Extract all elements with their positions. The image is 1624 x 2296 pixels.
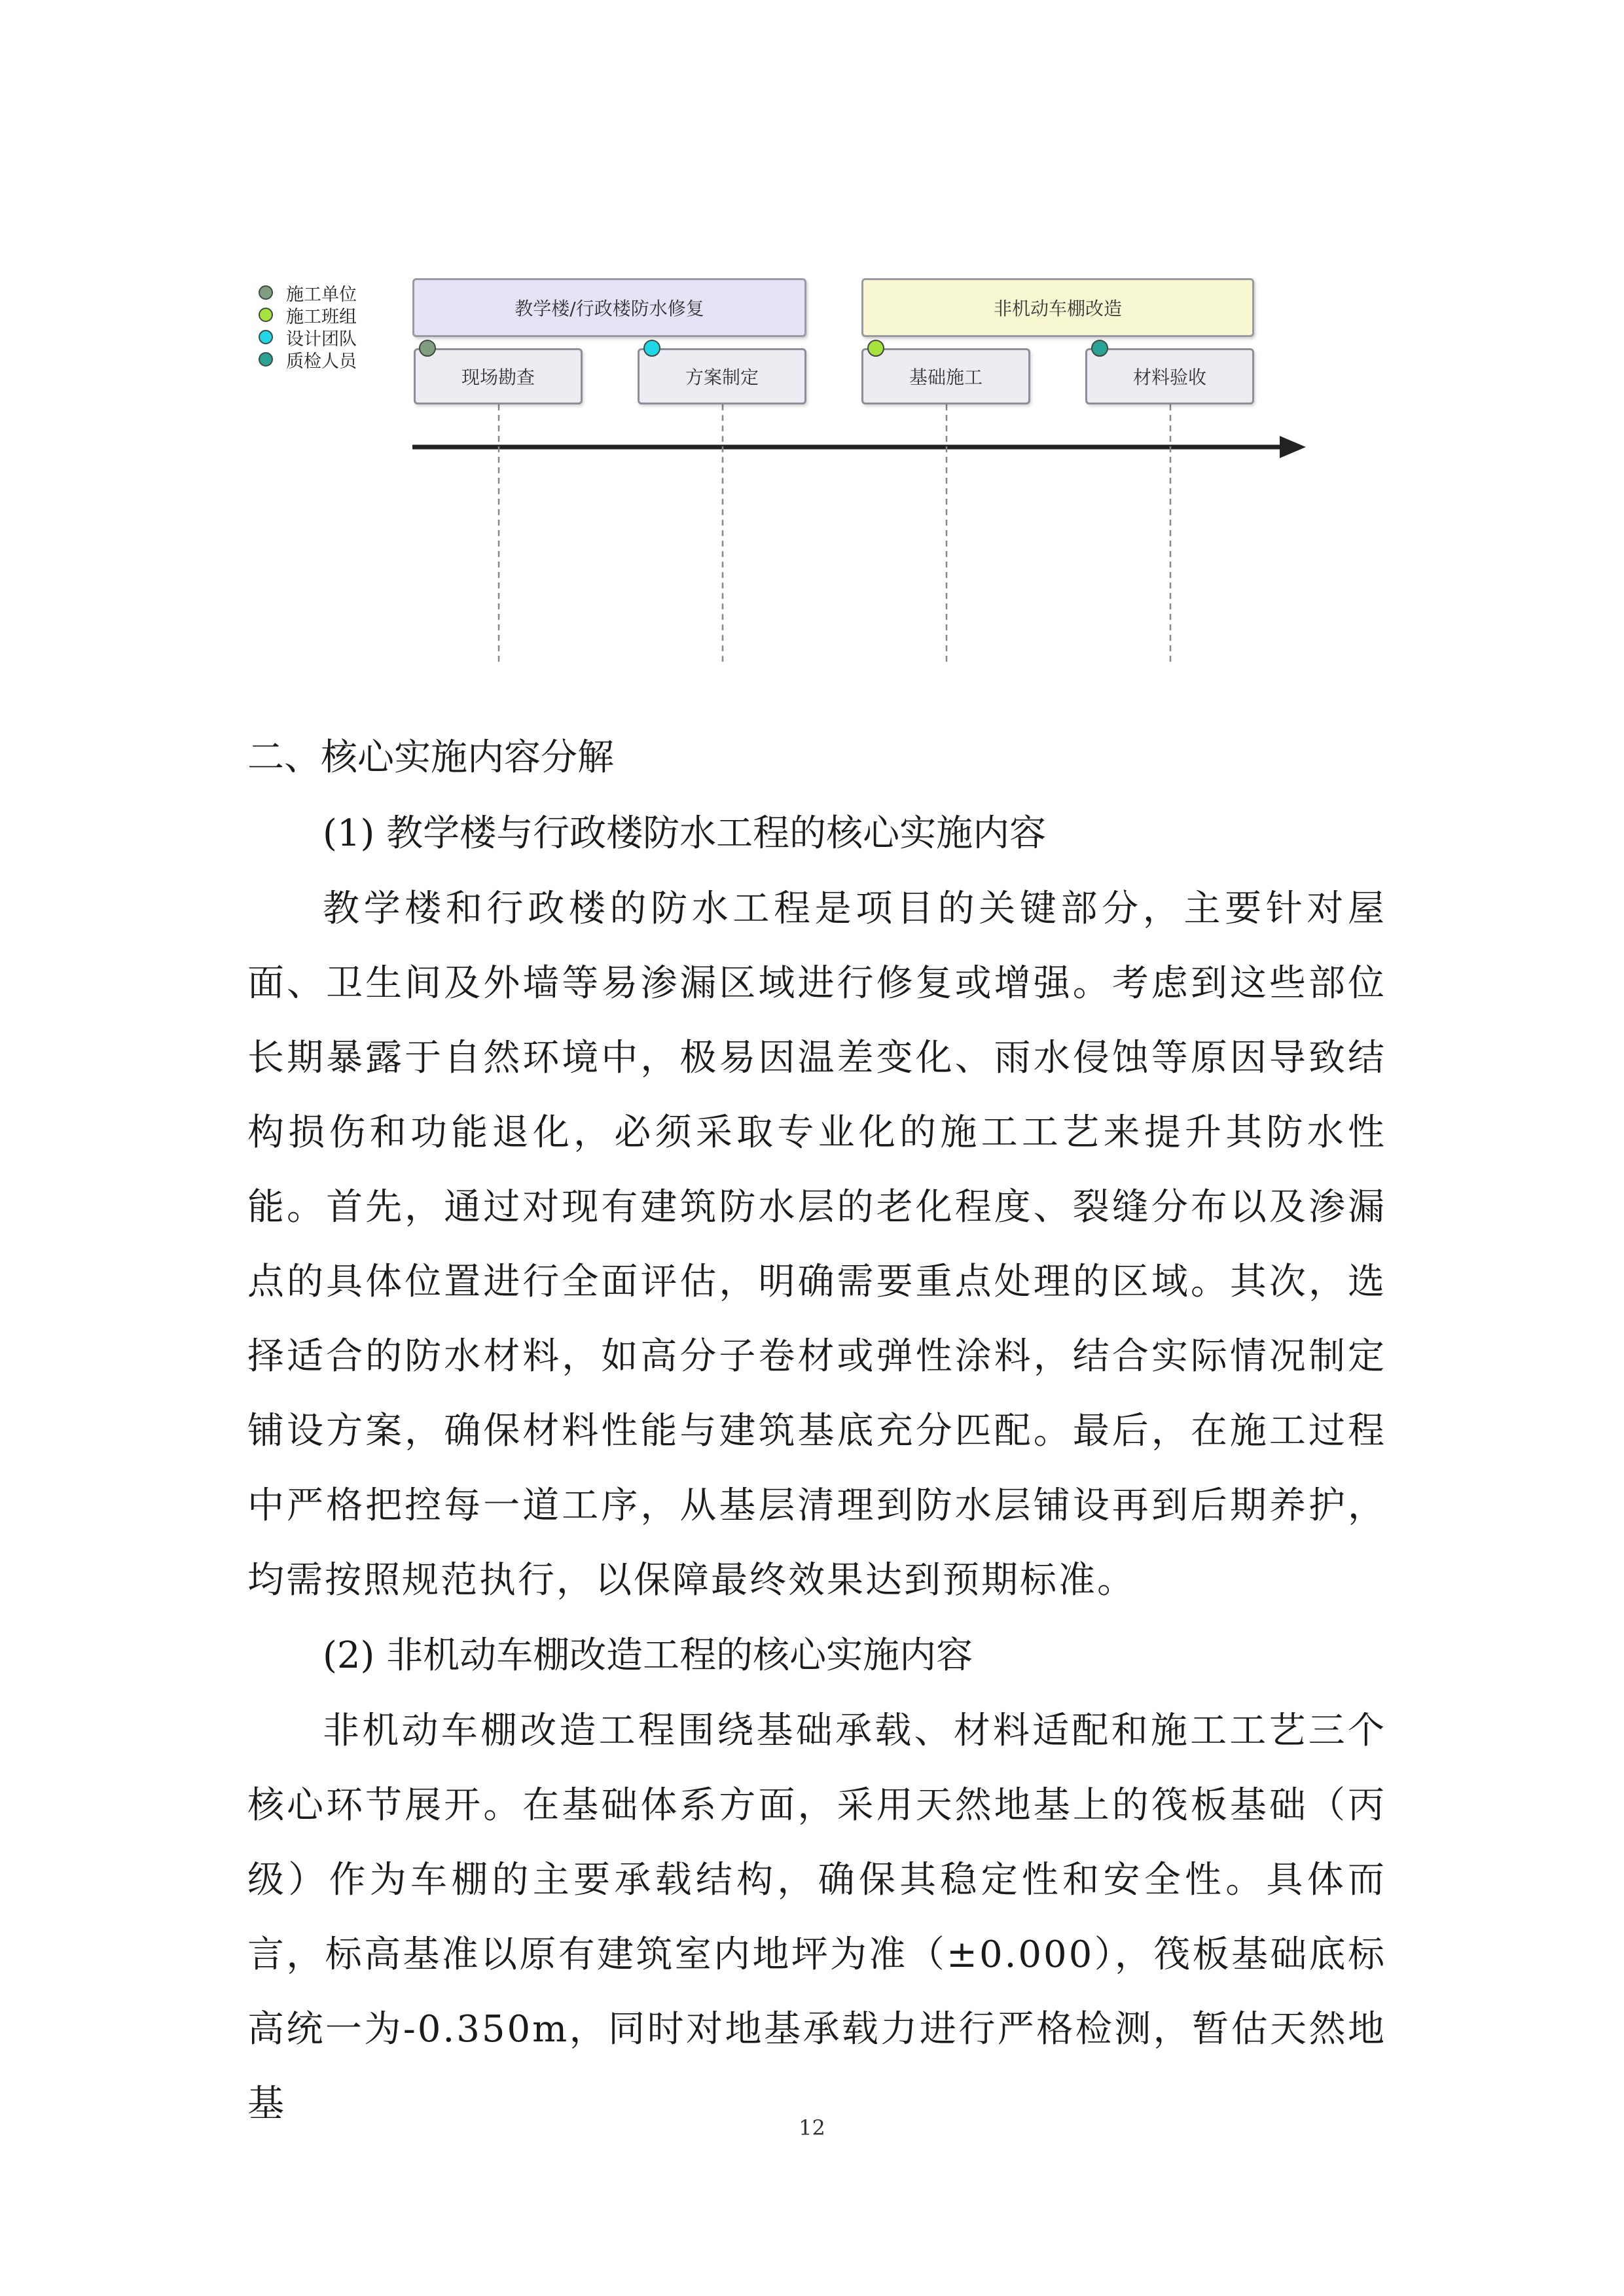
step-marker-dot-icon bbox=[419, 340, 436, 357]
step-marker-dot-icon bbox=[1091, 340, 1108, 357]
phase-box-bike-shed: 非机动车棚改造 bbox=[861, 278, 1254, 337]
step-box-plan-design: 方案制定 bbox=[638, 348, 806, 404]
step-box-site-survey: 现场勘查 bbox=[414, 348, 583, 404]
page-number: 12 bbox=[799, 2115, 825, 2140]
legend-label: 施工单位 bbox=[286, 284, 357, 305]
legend bbox=[259, 281, 389, 370]
legend-dot-icon bbox=[259, 352, 273, 367]
legend-dot-icon bbox=[259, 308, 273, 322]
legend-label: 设计团队 bbox=[286, 329, 357, 350]
phase-box-waterproofing: 教学楼/行政楼防水修复 bbox=[412, 278, 806, 337]
paragraph-waterproofing: 教学楼和行政楼的防水工程是项目的关键部分，主要针对屋面、卫生间及外墙等易渗漏区域进行修复或增强。考虑到这些部位长期暴露于自然环境中，极易因温差变化、雨水侵蚀等原因导致结构损伤和功能退化，必须采取专业化的施工工艺来提升其防水性能。首先，通过对现有建筑防水层的老化程度、裂缝分布以及渗漏点的具体位置进行全面评估，明确需要重点处理的区域。其次，选择适合的防水材料，如高分子卷材或弹性涂料，结合实际情况制定铺设方案，确保材料性能与建筑基底充分匹配。最后，在施工过程中严格把控每一道工序，从基层清理到防水层铺设再到后期养护，均需按照规范执行，以保障最终效果达到预期标准。 bbox=[247, 888, 1386, 1602]
legend-dot-icon bbox=[259, 330, 273, 344]
legend-label: 质检人员 bbox=[286, 351, 357, 372]
legend-dot-icon bbox=[259, 285, 273, 300]
timeline-diagram bbox=[0, 0, 1624, 694]
paragraph-bike-shed: 非机动车棚改造工程围绕基础承载、材料适配和施工工艺三个核心环节展开。在基础体系方面，采用天然地基上的筏板基础（丙级）作为车棚的主要承载结构，确保其稳定性和安全性。具体而言，标高基准以原有建筑室内地坪为准（±0.000），筏板基础底标高统一为-0.350m，同时对地基承载力进行严格检测，暂估天然地基 bbox=[247, 1710, 1386, 2125]
legend-item bbox=[259, 326, 389, 348]
timeline-arrowhead bbox=[1280, 436, 1306, 458]
section-heading: 二、核心实施内容分解 bbox=[247, 736, 614, 779]
subsection-heading-2: (2) 非机动车棚改造工程的核心实施内容 bbox=[323, 1634, 973, 1677]
legend-item bbox=[259, 281, 389, 304]
subsection-heading-1: (1) 教学楼与行政楼防水工程的核心实施内容 bbox=[323, 812, 1047, 855]
step-box-foundation: 基础施工 bbox=[861, 348, 1030, 404]
legend-item bbox=[259, 348, 389, 370]
legend-label: 施工班组 bbox=[286, 306, 357, 327]
step-marker-dot-icon bbox=[643, 340, 660, 357]
step-marker-dot-icon bbox=[867, 340, 884, 357]
legend-item bbox=[259, 304, 389, 326]
step-box-material-check: 材料验收 bbox=[1085, 348, 1254, 404]
document-body bbox=[247, 720, 1386, 2142]
timeline-lines bbox=[0, 0, 1624, 694]
